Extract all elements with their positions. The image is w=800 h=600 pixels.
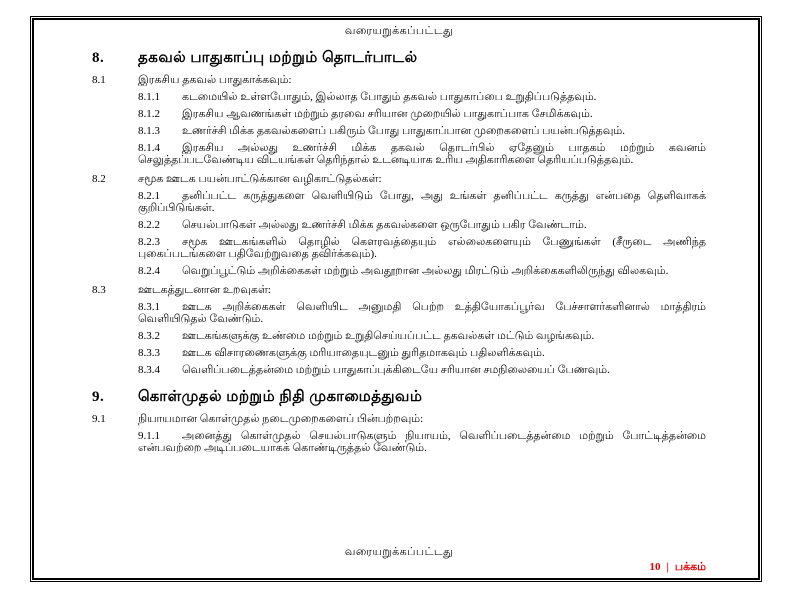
- page-number-line: [92, 561, 706, 575]
- section-number: 9.: [92, 389, 105, 405]
- subclause-number: 8.1.2: [138, 108, 160, 120]
- clause-8-3: [92, 284, 706, 296]
- subclause-8-2-1: [138, 190, 706, 214]
- subclause-text: அனைத்து கொள்முதல் செயல்பாடுகளும் நியாயம், வெளிப்படைத்தன்மை மற்றும் போட்டித்தன்மை என்பவற்றை அடிப்படையாகக் கொண்டிருத்தல் வேண்டும்.: [138, 430, 706, 454]
- clause-number: 8.3: [92, 284, 106, 296]
- clause-8-2: [92, 173, 706, 185]
- subclause-text: வெறுப்பூட்டும் அறிக்கைகள் மற்றும் அவதூறான அல்லது மிரட்டும் அறிக்கைகளிலிருந்து விலகவும்.: [182, 265, 669, 277]
- page-footer: [92, 546, 706, 575]
- subclause-number: 8.2.4: [138, 265, 160, 277]
- subclause-number: 8.3.1: [138, 301, 160, 313]
- subclause-8-2-3: [138, 236, 706, 260]
- clause-8-1: [92, 74, 706, 86]
- subclause-number: 8.2.3: [138, 236, 160, 248]
- subclause-text: தனிப்பட்ட கருத்துகளை வெளியிடும் போது, அது உங்கள் தனிப்பட்ட கருத்து என்பதை தெளிவாகக் குறிப்பிடுங்கள்.: [138, 190, 706, 214]
- subclause-text: ஊடக அறிக்கைகள் வெளியிட அனுமதி பெற்ற உத்தியோகப்பூர்வ பேச்சாளர்களினால் மாத்திரம் வெளியிடுதல் வேண்டும்.: [138, 301, 706, 325]
- clause-text: இரகசிய தகவல் பாதுகாக்கவும்:: [138, 74, 292, 86]
- subclause-8-3-2: [138, 330, 706, 342]
- subclause-number: 8.3.3: [138, 347, 160, 359]
- subclause-text: இரகசிய ஆவணங்கள் மற்றும் தரவை சரியான முறையில் பாதுகாப்பாக சேமிக்கவும்.: [182, 108, 593, 120]
- subclause-8-3-3: [138, 347, 706, 359]
- subclause-number: 9.1.1: [138, 430, 160, 442]
- section-title: தகவல் பாதுகாப்பு மற்றும் தொடர்பாடல்: [138, 50, 418, 66]
- subclause-8-2-4: [138, 265, 706, 277]
- subclause-8-3-4: [138, 364, 706, 376]
- subclause-8-1-4: [138, 142, 706, 166]
- subclause-number: 8.3.4: [138, 364, 160, 376]
- subclause-number: 8.3.2: [138, 330, 160, 342]
- subclause-number: 8.1.1: [138, 91, 160, 103]
- classification-footer: வரையறுக்கப்பட்டது: [344, 546, 454, 558]
- section-heading-8: [92, 49, 706, 67]
- page-word: பக்கம்: [674, 561, 706, 573]
- classification-header: வரையறுக்கப்பட்டது: [344, 25, 454, 37]
- subclause-number: 8.1.3: [138, 125, 160, 137]
- subclause-text: கடமையில் உள்ளபோதும், இல்லாத போதும் தகவல் பாதுகாப்பை உறுதிப்படுத்தவும்.: [182, 91, 597, 103]
- subclause-number: 8.2.1: [138, 190, 160, 202]
- clause-number: 9.1: [92, 413, 106, 425]
- subclause-text: வெளிப்படைத்தன்மை மற்றும் பாதுகாப்புக்கிடையே சரியான சமநிலையைப் பேணவும்.: [182, 364, 610, 376]
- section-number: 8.: [92, 50, 105, 66]
- clause-text: நியாயமான கொள்முதல் நடைமுறைகளைப் பின்பற்றவும்:: [138, 413, 424, 425]
- page-number-separator: |: [666, 561, 669, 573]
- subclause-8-1-1: [138, 91, 706, 103]
- subclause-number: 8.1.4: [138, 142, 160, 154]
- subclause-text: இரகசிய அல்லது உணர்ச்சி மிக்க தகவல் தொடர்பில் ஏதேனும் பாதகம் மற்றும் கவனம் செலுத்தப்படவேண்டிய விடயங்கள் தெரிந்தால் உடனடியாக உரிய அதிகாரிகளை தெரியப்படுத்தவும்.: [138, 142, 706, 166]
- subclause-text: ஊடகங்களுக்கு உண்மை மற்றும் உறுதிசெய்யப்பட்ட தகவல்கள் மட்டும் வழங்கவும்.: [182, 330, 595, 342]
- page-number: 10: [649, 561, 661, 573]
- section-title: கொள்முதல் மற்றும் நிதி முகாமைத்துவம்: [138, 389, 423, 405]
- subclause-text: சமூக ஊடகங்களில் தொழில் கௌரவத்தையும் எல்லைகளையும் பேணுங்கள் (சீருடை அணிந்த புகைப்படங்களை பதிவேற்றுவதை தவிர்க்கவும்).: [138, 236, 706, 260]
- clause-number: 8.2: [92, 173, 106, 185]
- clause-text: ஊடகத்துடனான உறவுகள்:: [138, 284, 271, 296]
- subclause-8-3-1: [138, 301, 706, 325]
- page-border-inner: [32, 18, 760, 580]
- subclause-9-1-1: [138, 430, 706, 454]
- subclause-text: செயல்பாடுகள் அல்லது உணர்ச்சி மிக்க தகவல்களை ஒருபோதும் பகிர வேண்டாம்.: [182, 219, 587, 231]
- subclause-8-1-2: [138, 108, 706, 120]
- subclause-8-1-3: [138, 125, 706, 137]
- clause-number: 8.1: [92, 74, 106, 86]
- page-border-outer: [30, 16, 762, 582]
- subclause-number: 8.2.2: [138, 219, 160, 231]
- clause-text: சமூக ஊடக பயன்பாட்டுக்கான வழிகாட்டுதல்கள்:: [138, 173, 382, 185]
- subclause-text: ஊடக விசாரணைகளுக்கு மரியாதையுடனும் துரிதமாகவும் பதிலளிக்கவும்.: [182, 347, 545, 359]
- document-body: [92, 25, 706, 548]
- subclause-text: உணர்ச்சி மிக்க தகவல்களைப் பகிரும் போது பாதுகாப்பான முறைகளைப் பயன்படுத்தவும்.: [182, 125, 625, 137]
- subclause-8-2-2: [138, 219, 706, 231]
- section-heading-9: [92, 388, 706, 406]
- clause-9-1: [92, 413, 706, 425]
